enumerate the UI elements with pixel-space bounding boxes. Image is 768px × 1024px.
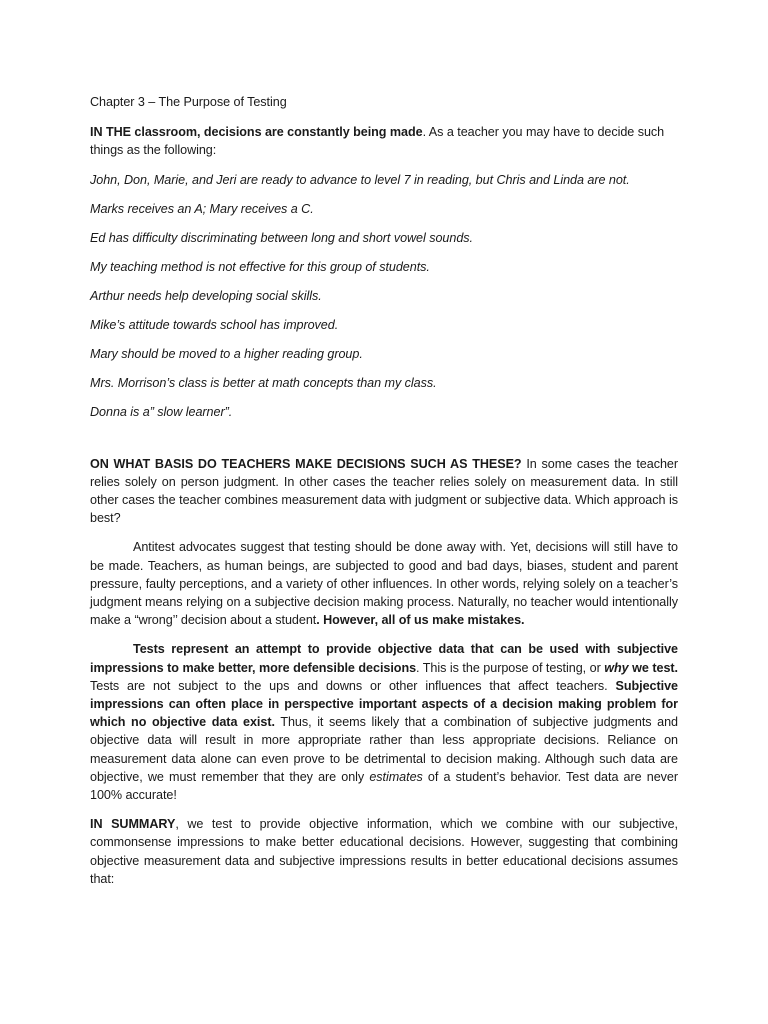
summary-text: , we test to provide objective information, which we combine with our subjective, commonsense impressions to make better educational decisions. However, suggesting that combining objective measurement data and subjective impressions results in better educational decisions assumes that: [90,817,678,886]
example-item: Ed has difficulty discriminating between long and short vowel sounds. [90,230,473,245]
example-item: Mary should be moved to a higher reading group. [90,346,363,361]
decision-examples-list [90,171,678,421]
tests-paragraph [90,640,678,804]
example-item: Mike’s attitude towards school has improved. [90,317,339,332]
tests-bold-2: we test. [628,660,678,675]
document-body [90,93,678,888]
example-item: Marks receives an A; Mary receives a C. [90,201,314,216]
basis-heading: ON WHAT BASIS DO TEACHERS MAKE DECISIONS SUCH AS THESE? [90,456,522,471]
tests-text-4: of a student’s behavior. Test data are never 100% accurate! [90,769,678,803]
intro-text: . As a teacher you may have to decide such things as the following: [90,125,665,158]
tests-estimates: estimates [369,769,423,784]
antitest-paragraph [90,538,678,629]
example-item: John, Don, Marie, and Jeri are ready to advance to level 7 in reading, but Chris and Linda are not. [90,172,630,187]
summary-paragraph [90,815,678,888]
example-item: Donna is a” slow learner”. [90,404,233,419]
intro-lead: IN THE classroom, decisions are constantly being made [90,125,423,140]
tests-text-1: . This is the purpose of testing, or [416,660,605,675]
basis-text: In some cases the teacher relies solely on person judgment. In other cases the teacher relies solely on measurement data. In still other cases the teacher combines measurement data with judgment or subjective data. Which approach is best? [90,456,679,526]
example-item: Arthur needs help developing social skills. [90,288,322,303]
tests-text-2: Tests are not subject to the ups and downs or other influences that affect teachers. [90,678,616,693]
summary-lead: IN SUMMARY [90,817,176,832]
tests-text-3: Thus, it seems likely that a combination of subjective judgments and objective data will result in more appropriate rather than less appropriate decisions. Reliance on measurement data alone can even prove to be detrimental to decision making. Although such data are objective, we must remember that they are only [90,715,678,784]
example-item: Mrs. Morrison’s class is better at math concepts than my class. [90,375,437,390]
tests-bold-3: Subjective impressions can often place in perspective important aspects of a decision making problem for which no objective data exist. [90,678,678,730]
tests-bold-1: Tests represent an attempt to provide objective data that can be used with subjective impressions to make better, more defensible decisions [90,642,678,675]
intro-paragraph [90,123,678,159]
example-item: My teaching method is not effective for this group of students. [90,259,430,274]
antitest-text: Antitest advocates suggest that testing should be done away with. Yet, decisions will still have to be made. Teachers, as human beings, are subjected to good and bad days, biases, student and parent pressure, faulty perceptions, and a variety of other influences. In other words, relying solely on a teacher’s judgment means relying on a subjective decision making process. Naturally, no teacher would intentionally make a “wrong’’ decision about a student [90,540,678,628]
chapter-title: Chapter 3 – The Purpose of Testing [90,95,287,109]
section-spacer [90,432,678,455]
antitest-bold: . However, all of us make mistakes. [316,613,525,628]
tests-why: why [604,660,629,675]
basis-paragraph [90,455,678,528]
